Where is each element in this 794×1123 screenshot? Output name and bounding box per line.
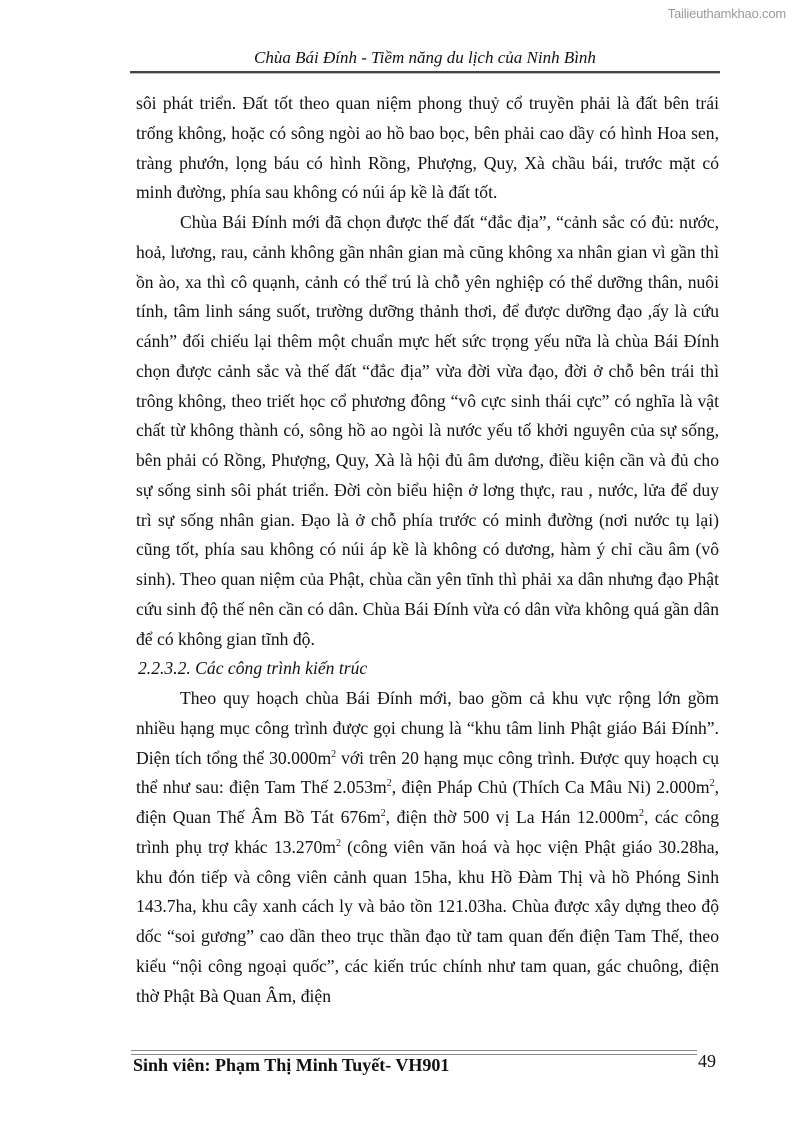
paragraph-3-text: (công viên văn hoá và học viện Phật giáo 30.28ha, khu đón tiếp và công viên cảnh quan 15ha, khu Hồ Đàm Thị và hồ Phóng Sinh 143.7ha, khu cây xanh cách ly và bảo tồn 121.03ha. Chùa được xây dựng theo độ dốc “soi gương” cao dần theo trục thần đạo từ tam quan đến điện Tam Thế, theo kiểu “nội công ngoại quốc”, các kiến trúc chính như tam quan, gác chuông, điện thờ Phật Bà Quan Âm, điện bbox=[136, 836, 719, 1006]
header-rule bbox=[130, 71, 720, 73]
superscript: 2 bbox=[709, 778, 715, 790]
footer-author: Sinh viên: Phạm Thị Minh Tuyết- VH901 bbox=[133, 1055, 450, 1075]
paragraph-3-text: Theo quy hoạch chùa Bái Đính mới, bao gồm cả khu vực rộng lớn gồm nhiều hạng mục công trình được gọi chung là “khu tâm linh Phật giáo Bái Đính”. Diện tích tổng thể 30.000m bbox=[136, 688, 719, 768]
paragraph-3-text: , điện Pháp Chủ (Thích Ca Mâu Ni) 2.000m bbox=[391, 777, 710, 798]
superscript: 2 bbox=[331, 748, 337, 760]
watermark: Tailieuthamkhao.com bbox=[667, 6, 786, 21]
paragraph-3-text: , điện thờ 500 vị La Hán 12.000m bbox=[385, 807, 639, 827]
superscript: 2 bbox=[386, 778, 392, 790]
section-heading: 2.2.3.2. Các công trình kiến trúc bbox=[138, 658, 368, 679]
page-number: 49 bbox=[698, 1051, 716, 1071]
superscript: 2 bbox=[335, 837, 341, 849]
superscript: 2 bbox=[380, 808, 386, 819]
paragraph-3 bbox=[136, 684, 719, 1011]
paragraph-1: sôi phát triển. Đất tốt theo quan niệm phong thuỷ cổ truyền phải là đất bên trái trống không, hoặc có sông ngòi ao hồ bao bọc, bên phải cao dầy có hình Hoa sen, tràng phướn, lọng báu có hình Rồng, Phượng, Quy, Xà chầu bái, trước mặt có minh đường, phía sau không có núi áp kề là đất tốt. bbox=[136, 93, 719, 203]
paragraph-3-text: , điện Quan Thế Âm Bồ Tát 676m bbox=[136, 777, 719, 827]
document-body bbox=[136, 89, 719, 1011]
paragraph-3-text: với trên 20 hạng mục công trình. Được quy hoạch cụ thể như sau: điện Tam Thế 2.053m bbox=[136, 747, 719, 798]
superscript: 2 bbox=[638, 808, 644, 819]
running-header-title: Chùa Bái Đính - Tiềm năng du lịch của Ninh Bình bbox=[254, 48, 596, 67]
paragraph-3-text: , các công trình phụ trợ khác 13.270m bbox=[136, 807, 720, 857]
paragraph-2: Chùa Bái Đính mới đã chọn được thế đất “đắc địa”, “cảnh sắc có đủ: nước, hoả, lương, rau, cảnh không gần nhân gian mà cũng không xa nhân gian vì gần thì ồn ào, xa thì cô quạnh, cảnh có thể trú là chỗ yên nghiệp có thể dưỡng thân, nuôi tính, tâm linh sáng suốt, trường dưỡng thảnh thơi, để được dưỡng đạo ,ấy là cứu cánh” đối chiếu lại thêm một chuẩn mực hết sức trọng yếu nữa là chùa Bái Đính chọn được cảnh sắc và thế đất “đắc địa” vừa đời vừa đạo, đời ở chỗ bên trái thì trông không, theo triết học cổ phương đông “vô cực sinh thái cực” có nghĩa là vật chất từ không thành có, sông hồ ao ngòi là nước yếu tố khởi nguyên của sự sống, bên phải có Rồng, Phượng, Quy, Xà là hội đủ âm dương, điều kiện cần và đủ cho sự sống sinh sôi phát triển. Đời còn biểu hiện ở lơng thực, rau , nước, lửa để duy trì sự sống nhân gian. Đạo là ở chỗ phía trước có minh đường (nơi nước tụ lại) cũng tốt, phía sau không có núi áp kề là không có dương, hàm ý chỉ cầu âm (vô sinh). Theo quan niệm của Phật, chùa cần yên tĩnh thì phải xa dân nhưng đạo Phật cứu sinh độ thế nên cần có dân. Chùa Bái Đính vừa có dân vừa không quá gần dân để có không gian tĩnh độ. bbox=[136, 212, 719, 649]
